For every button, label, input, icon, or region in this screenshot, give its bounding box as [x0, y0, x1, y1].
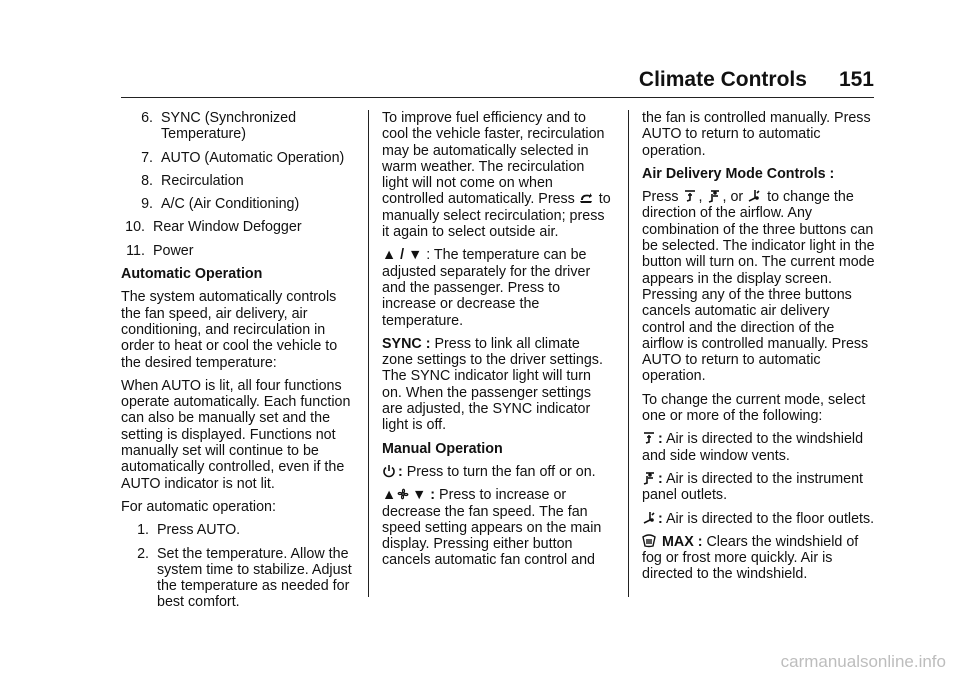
column-2 — [382, 110, 614, 576]
floor-mode-icon — [747, 189, 761, 203]
column-divider-1 — [368, 110, 369, 597]
list-item: 9. A/C (Air Conditioning) — [141, 196, 300, 213]
step-item: 2. Set the temperature. Allow the system time to stabilize. Adjust the temperature as needed for best comfort. — [137, 545, 352, 611]
paragraph: Press , , or to change the direction of the airflow. Any combination of the three buttons can be selected. The indicator light in the button will turn on. The current mode appears in the display screen. Pressing any of the three buttons cancels automatic air delivery control and the direction of the airflow is controlled manually. Press AUTO to return to automatic operation. — [642, 189, 875, 385]
list-item: 6. SYNC (Synchronized Temperature) — [141, 110, 297, 143]
watermark: carmanualsonline.info — [780, 652, 946, 671]
fan-down-arrow-icon: ▼ — [412, 487, 427, 504]
max-defrost-icon — [642, 534, 656, 548]
defrost-mode-icon — [683, 189, 697, 203]
step-item: 1. Press AUTO. — [137, 522, 241, 539]
paragraph: MAX : Clears the windshield of fog or frost more quickly. Air is directed to the windshield. — [642, 533, 859, 583]
power-icon — [382, 464, 396, 478]
paragraph: : Air is directed to the floor outlets. — [642, 511, 876, 527]
paragraph: the fan is controlled manually. Press AUTO to return to automatic operation. — [642, 110, 871, 159]
manual-operation-heading: Manual Operation — [382, 440, 503, 457]
paragraph: SYNC : Press to link all climate zone settings to the driver settings. The SYNC indicator light will turn on. When the passenger settings are adjusted, the SYNC indicator light is off. — [382, 335, 603, 434]
paragraph: The system automatically controls the fan speed, air delivery, air conditioning, and recirculation in order to heat or cool the vehicle to the desired temperature: — [121, 289, 338, 371]
paragraph: : Air is directed to the instrument panel outlets. — [642, 470, 864, 504]
list-item: 11. Power — [126, 242, 194, 259]
page-header — [639, 68, 874, 92]
paragraph: To change the current mode, select one or more of the following: — [642, 391, 866, 425]
paragraph: When AUTO is lit, all four functions operate automatically. Each function can also be manually set and the setting is displayed. Functions not manually set will continue to be automatically controlled, even if the AUTO indicator is not lit. — [121, 377, 351, 492]
paragraph: For automatic operation: — [121, 498, 276, 515]
paragraph: : Air is directed to the windshield and side window vents. — [642, 431, 864, 464]
list-item: 7. AUTO (Automatic Operation) — [141, 149, 345, 166]
paragraph: : Press to turn the fan off or on. — [382, 464, 614, 480]
floor-mode-icon — [642, 511, 656, 525]
vent-mode-icon — [707, 189, 721, 203]
temperature-arrows-icon: ▲ / ▼ — [382, 247, 423, 264]
list-item: 10. Rear Window Defogger — [125, 219, 302, 236]
paragraph: To improve fuel efficiency and to cool the vehicle faster, recirculation may be automatically selected in warm weather. The recirculation light will not come on when controlled automatically. Press to manually select recirculation; press it again to select outside air. — [382, 110, 611, 241]
paragraph: ▲ ▼ : Press to increase or decrease the fan speed. The fan speed setting appears on the main display. Pressing either button cancels automatic fan control and — [382, 487, 602, 569]
page-number: 151 — [838, 68, 874, 91]
air-delivery-heading: Air Delivery Mode Controls : — [642, 165, 835, 182]
section-title: Climate Controls — [638, 68, 807, 91]
paragraph: ▲ / ▼ : The temperature can be adjusted separately for the driver and the passenger. Press to increase or decrease the temperature. — [382, 247, 591, 329]
column-divider-2 — [628, 110, 629, 597]
column-1 — [121, 110, 353, 618]
header-rule — [121, 97, 874, 98]
fan-up-arrow-icon: ▲ — [382, 487, 397, 504]
column-3 — [642, 110, 876, 590]
recirculation-icon — [579, 191, 593, 205]
list-item: 8. Recirculation — [141, 172, 244, 189]
defrost-mode-icon — [642, 431, 656, 445]
automatic-operation-heading: Automatic Operation — [121, 266, 263, 283]
fan-icon — [396, 487, 410, 501]
vent-mode-icon — [642, 471, 656, 485]
